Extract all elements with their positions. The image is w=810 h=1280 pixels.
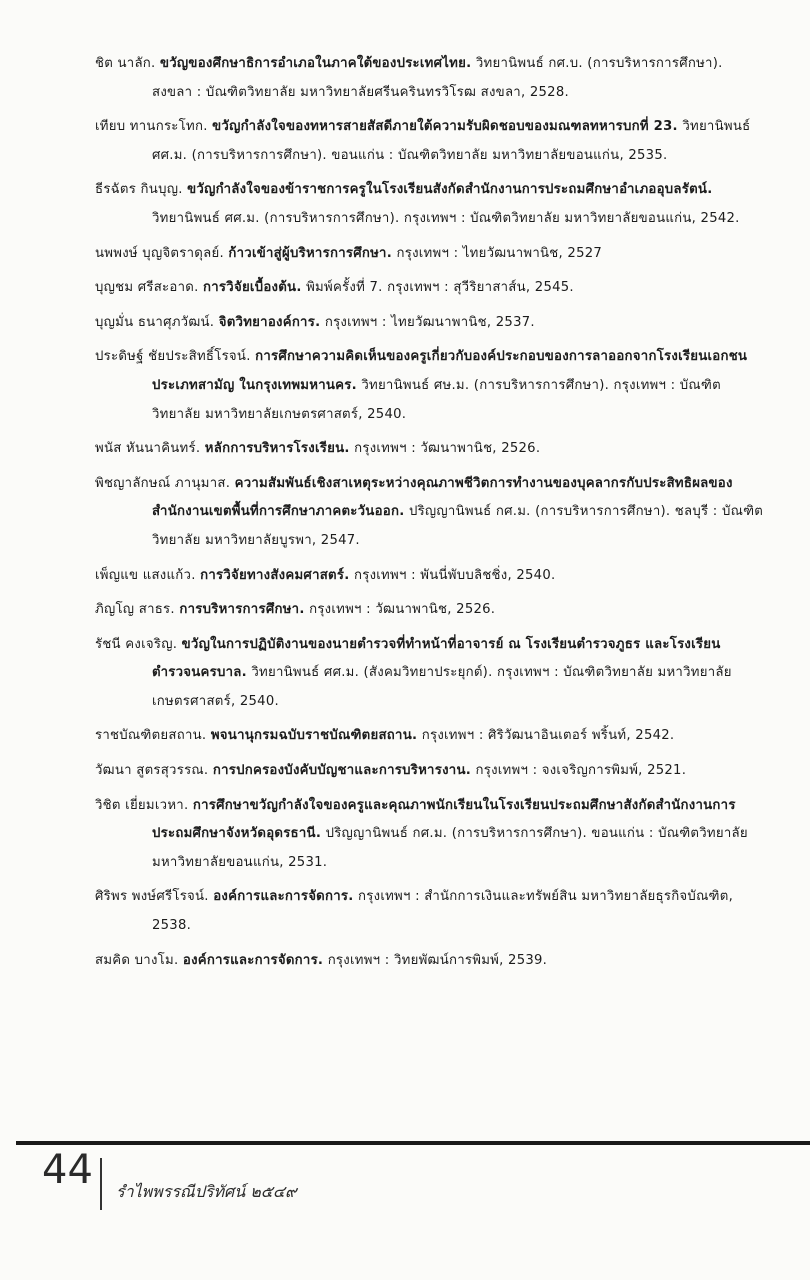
reference-author: เทียบ ทานกระโทก. — [95, 119, 208, 135]
reference-author: รัชนี คงเจริญ. — [95, 636, 178, 652]
reference-author: พิชญาลักษณ์ ภานุมาส. — [95, 475, 231, 491]
reference-author: บุญชม ศรีสะอาด. — [95, 280, 199, 296]
reference-details: กรุงเทพฯ : ศิริวัฒนาอินเตอร์ พริ้นท์, 2542. — [421, 728, 675, 744]
reference-author: วัฒนา สูตรสุวรรณ. — [95, 763, 209, 779]
reference-title: องค์การและการจัดการ. — [213, 889, 354, 905]
reference-details: กรุงเทพฯ : วัฒนาพานิช, 2526. — [354, 441, 541, 457]
reference-title: ก้าวเข้าสู่ผู้บริหารการศึกษา. — [228, 245, 392, 261]
reference-author: ชิต นาลัก. — [95, 56, 156, 71]
reference-entry — [95, 176, 767, 233]
reference-author: เพ็ญแข แสงแก้ว. — [95, 567, 196, 583]
reference-entry — [95, 240, 767, 269]
reference-author: นพพงษ์ บุญจิตราดุลย์. — [95, 245, 224, 261]
reference-entry — [95, 757, 767, 786]
reference-details: กรุงเทพฯ : สำนักการเงินและทรัพย์สิน มหาวิทยาลัยธุรกิจบัณฑิต, 2538. — [152, 889, 734, 934]
reference-entry — [95, 343, 767, 429]
reference-entry — [95, 631, 767, 717]
reference-entry — [95, 435, 767, 464]
reference-author: วิชิต เยี่ยมเวหา. — [95, 797, 189, 813]
reference-title: การศึกษาขวัญกำลังใจของครูและคุณภาพนักเรียนในโรงเรียนประถมศึกษาสังกัดสำนักงานการประถมศึกษาจังหวัดอุดรธานี. — [152, 797, 736, 842]
reference-title: องค์การและการจัดการ. — [182, 952, 324, 968]
reference-entry — [95, 274, 767, 303]
reference-entry — [95, 470, 767, 556]
reference-title: การศึกษาความคิดเห็นของครูเกี่ยวกับองค์ประกอบของการลาออกจากโรงเรียนเอกชนประเภทสามัญ ในกรุงเทพมหานคร. — [152, 349, 748, 393]
reference-author: พนัส หันนาคินทร์. — [95, 441, 201, 457]
reference-author: ศิริพร พงษ์ศรีโรจน์. — [95, 889, 209, 905]
reference-author: ภิญโญ สาธร. — [95, 602, 175, 618]
page-number: 44 — [42, 1147, 93, 1193]
reference-entry — [95, 792, 767, 878]
journal-title: รำไพพรรณีปริทัศน์ ๒๕๔๙ — [116, 1182, 297, 1201]
reference-details: ปริญญานิพนธ์ กศ.ม. (การบริหารการศึกษา). ขอนแก่น : บัณฑิตวิทยาลัย มหาวิทยาลัยขอนแก่น, 2531. — [152, 826, 748, 870]
reference-title: ขวัญกำลังใจของข้าราชการครูในโรงเรียนสังกัดสำนักงานการประถมศึกษาอำเภออุบลรัตน์. — [187, 182, 713, 198]
reference-details: วิทยานิพนธ์ กศ.บ. (การบริหารการศึกษา). สงขลา : บัณฑิตวิทยาลัย มหาวิทยาลัยศรีนครินทรวิโรฒ สงขลา, 2528. — [152, 56, 723, 100]
reference-title: จิตวิทยาองค์การ. — [218, 314, 321, 330]
reference-details: กรุงเทพฯ : วัฒนาพานิช, 2526. — [309, 602, 496, 618]
reference-details: พิมพ์ครั้งที่ 7. กรุงเทพฯ : สุวีริยาสาส์น, 2545. — [306, 280, 574, 296]
reference-details: กรุงเทพฯ : จงเจริญการพิมพ์, 2521. — [475, 763, 687, 779]
reference-title: พจนานุกรมฉบับราชบัณฑิตยสถาน. — [210, 728, 418, 744]
reference-author: ธีรฉัตร กินบุญ. — [95, 182, 183, 198]
reference-details: กรุงเทพฯ : วิทยพัฒน์การพิมพ์, 2539. — [327, 952, 548, 968]
reference-details: วิทยานิพนธ์ ศษ.ม. (การบริหารการศึกษา). กรุงเทพฯ : บัณฑิตวิทยาลัย มหาวิทยาลัยเกษตรศาสตร์, 2540. — [152, 377, 721, 422]
reference-entry — [95, 596, 767, 625]
reference-details: วิทยานิพนธ์ ศศ.ม. (การบริหารการศึกษา). ขอนแก่น : บัณฑิตวิทยาลัย มหาวิทยาลัยขอนแก่น, 2535. — [152, 119, 751, 163]
reference-author: สมคิด บางโม. — [95, 952, 179, 968]
reference-author: ราชบัณฑิตยสถาน. — [95, 728, 207, 744]
reference-title: การวิจัยเบื้องต้น. — [203, 280, 302, 296]
reference-details: กรุงเทพฯ : พันนี่พับบลิชชิ่ง, 2540. — [353, 567, 556, 583]
reference-details: กรุงเทพฯ : ไทยวัฒนาพานิช, 2527 — [396, 245, 603, 261]
reference-entry — [95, 309, 767, 338]
reference-author: ประดิษฐ์ ชัยประสิทธิ์โรจน์. — [95, 349, 251, 365]
reference-title: ความสัมพันธ์เชิงสาเหตุระหว่างคุณภาพชีวิตการทำงานของบุคลากรกับประสิทธิผลของสำนักงานเขตพื้นที่การศึกษาภาคตะวันออก. — [152, 475, 733, 520]
reference-entry — [95, 722, 767, 751]
reference-entry — [95, 883, 767, 940]
reference-details: วิทยานิพนธ์ ศศ.ม. (สังคมวิทยาประยุกต์). กรุงเทพฯ : บัณฑิตวิทยาลัย มหาวิทยาลัยเกษตรศาสตร์, 2540. — [152, 665, 732, 709]
footer-rule — [16, 1141, 810, 1145]
reference-entry — [95, 50, 767, 107]
reference-entry — [95, 562, 767, 591]
reference-list — [95, 50, 767, 981]
reference-entry — [95, 947, 767, 976]
reference-title: ขวัญในการปฏิบัติงานของนายตำรวจที่ทำหน้าที่อาจารย์ ณ โรงเรียนตำรวจภูธร และโรงเรียนตำรวจนครบาล. — [152, 636, 721, 681]
reference-title: การปกครองบังคับบัญชาและการบริหารงาน. — [212, 763, 471, 779]
reference-details: วิทยานิพนธ์ ศศ.ม. (การบริหารการศึกษา). กรุงเทพฯ : บัณฑิตวิทยาลัย มหาวิทยาลัยขอนแก่น, 2542. — [152, 210, 740, 226]
reference-title: การวิจัยทางสังคมศาสตร์. — [200, 567, 350, 583]
reference-title: ขวัญกำลังใจของทหารสายสัสดีภายใต้ความรับผิดชอบของมณฑลทหารบกที่ 23. — [212, 119, 678, 135]
reference-title: การบริหารการศึกษา. — [179, 602, 305, 618]
reference-title: ขวัญของศึกษาธิการอำเภอในภาคใต้ของประเทศไทย. — [159, 56, 472, 71]
reference-details: กรุงเทพฯ : ไทยวัฒนาพานิช, 2537. — [324, 314, 535, 330]
reference-details: ปริญญานิพนธ์ กศ.ม. (การบริหารการศึกษา). ชลบุรี : บัณฑิตวิทยาลัย มหาวิทยาลัยบูรพา, 2547. — [152, 504, 764, 548]
reference-entry — [95, 113, 767, 170]
reference-author: บุญมั่น ธนาศุภวัฒน์. — [95, 314, 215, 330]
reference-title: หลักการบริหารโรงเรียน. — [204, 441, 350, 457]
footer-divider — [100, 1158, 102, 1210]
